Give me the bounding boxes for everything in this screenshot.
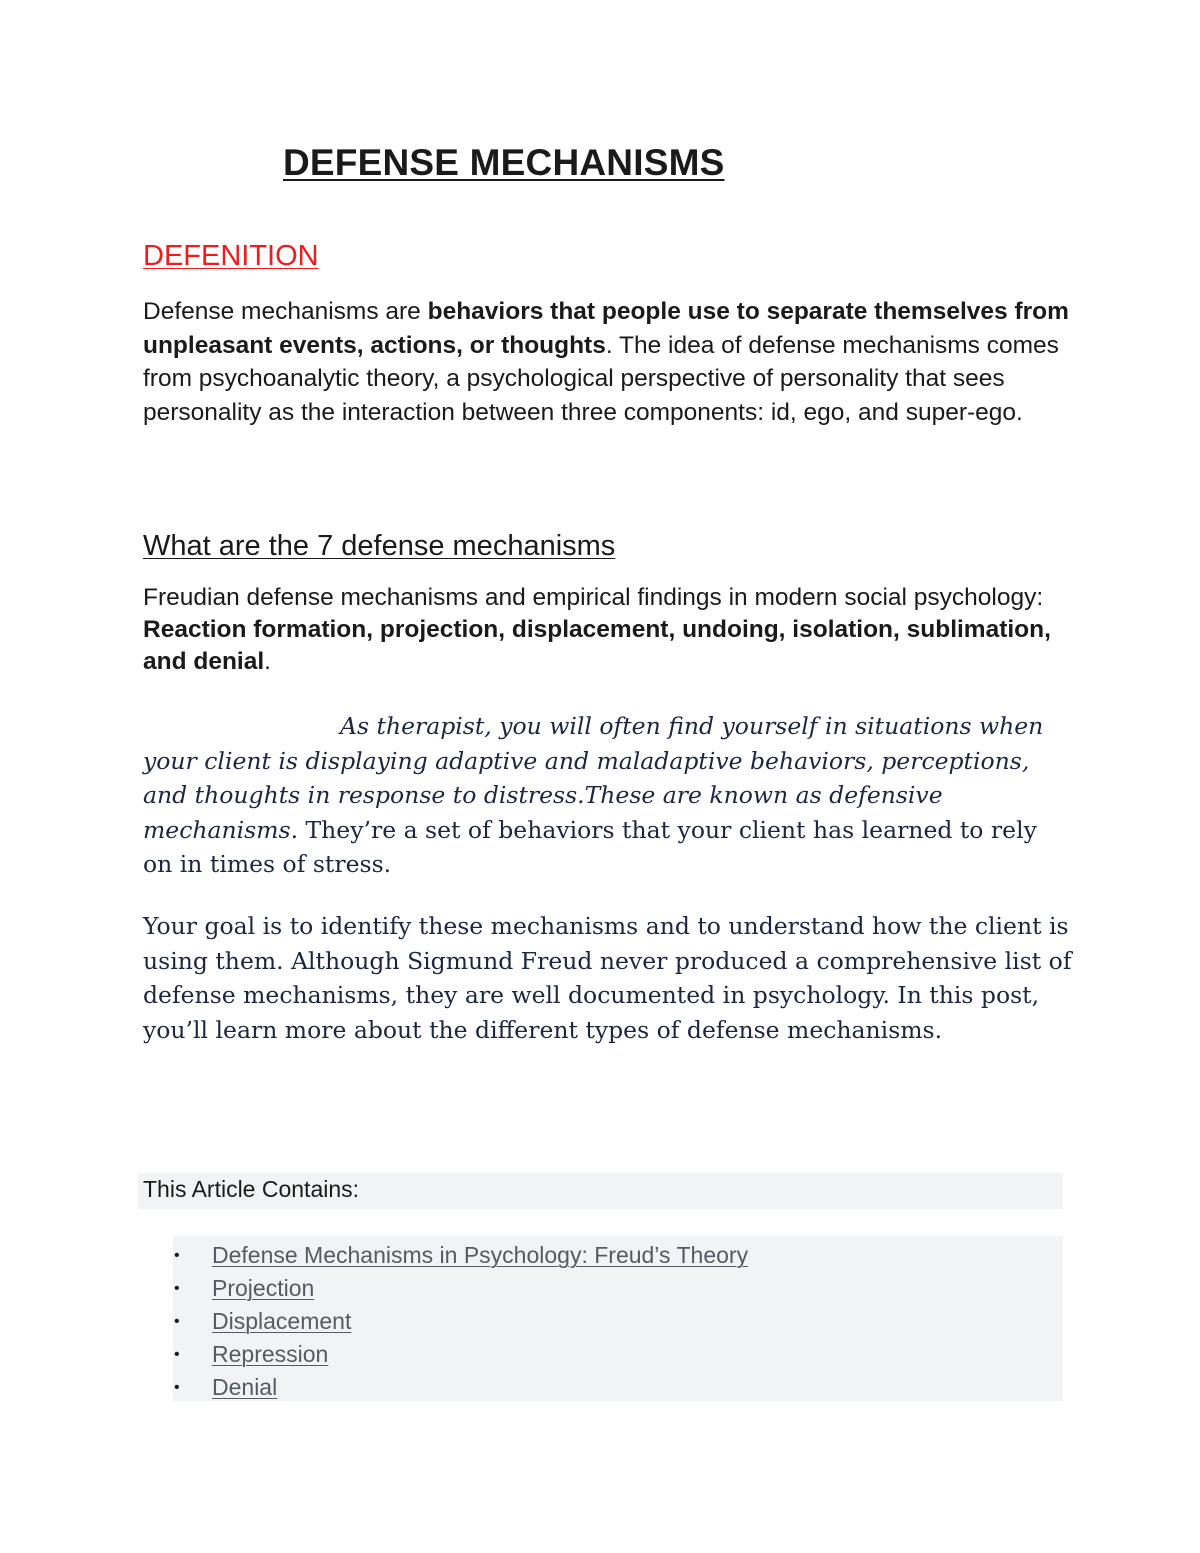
bullet-icon: • — [174, 1247, 180, 1264]
definition-rest: . The idea of defense mechanisms comes from psychoanalytic theory, a psychological perspective of personality that sees personality as the interaction between three components: id, ego, and super-ego. — [143, 331, 1059, 426]
toc-link-repression[interactable]: Repression — [212, 1341, 329, 1367]
toc-item — [173, 1338, 748, 1371]
document-title: DEFENSE MECHANISMS — [283, 142, 725, 183]
toc-list-box — [173, 1236, 1063, 1401]
goal-paragraph: Your goal is to identify these mechanisms and to understand how the client is using them. Although Sigmund Freud never produced a comprehensive list of defense mechanisms, they are well documented in psychology. In this post, you’ll learn more about the different types of defense mechanisms. — [143, 912, 1072, 1044]
toc-link-denial[interactable]: Denial — [212, 1374, 278, 1400]
seven-bold-list: Reaction formation, projection, displacement, undoing, isolation, sublimation, and denial — [143, 616, 1051, 675]
bullet-icon: • — [174, 1313, 180, 1330]
toc-link-displacement[interactable]: Displacement — [212, 1308, 352, 1334]
toc-list — [173, 1239, 748, 1404]
toc-label: This Article Contains: — [143, 1176, 360, 1202]
therapist-paragraph — [143, 709, 1073, 882]
toc-item — [173, 1371, 748, 1404]
bullet-icon: • — [174, 1346, 180, 1363]
toc-link-freud-theory[interactable]: Defense Mechanisms in Psychology: Freud’s Theory — [212, 1242, 749, 1268]
seven-intro: Freudian defense mechanisms and empirical findings in modern social psychology: — [143, 584, 1044, 611]
seven-mechanisms-paragraph — [143, 582, 1073, 678]
definition-intro: Defense mechanisms are — [143, 298, 428, 325]
toc-link-projection[interactable]: Projection — [212, 1275, 315, 1301]
seven-mechanisms-heading: What are the 7 defense mechanisms — [143, 530, 616, 562]
definition-bold: behaviors that people use to separate themselves from unpleasant events, actions, or thoughts — [143, 298, 1069, 359]
bullet-icon: • — [174, 1379, 180, 1396]
therapist-italic: As therapist, you will often find yourself in situations when your client is displaying adaptive and maladaptive behaviors, perceptions, and thoughts in response to distress.These are known as defensive mechanisms — [143, 712, 1044, 844]
therapist-rest: . They’re a set of behaviors that your client has learned to rely on in times of stress. — [143, 815, 1037, 878]
seven-end: . — [264, 648, 271, 675]
toc-item — [173, 1305, 748, 1338]
bullet-icon: • — [174, 1280, 180, 1297]
toc-item — [173, 1239, 748, 1272]
toc-label-box — [138, 1173, 1063, 1209]
toc-item — [173, 1272, 748, 1305]
definition-paragraph — [143, 295, 1073, 429]
definition-heading: DEFENITION — [143, 240, 319, 272]
